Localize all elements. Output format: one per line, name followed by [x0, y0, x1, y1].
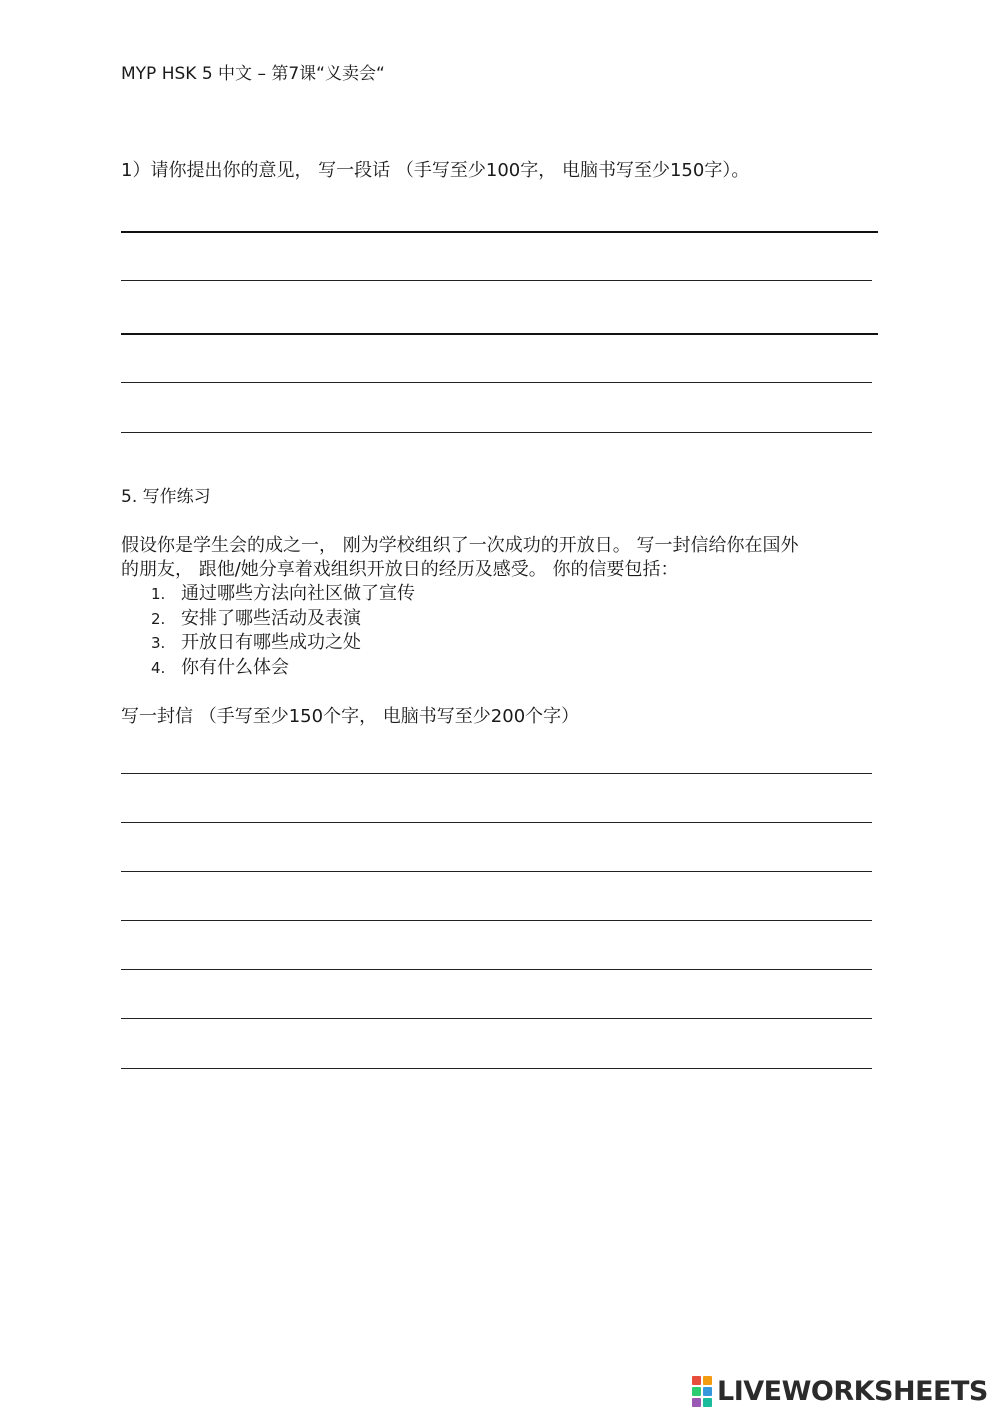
logo-text: LIVEWORKSHEETS: [717, 1375, 988, 1407]
letter-line-4[interactable]: [121, 920, 872, 921]
list-item-text: 安排了哪些活动及表演: [181, 608, 361, 629]
list-item-text: 通过哪些方法向社区做了宣传: [181, 583, 415, 604]
question-1-prompt: 1）请你提出你的意见， 写一段话 （手写至少100字， 电脑书写至少150字）。: [121, 160, 750, 181]
list-item: [151, 582, 415, 606]
section-5-paragraph-line-2: 的朋友， 跟他/她分享着戏组织开放日的经历及感受。 你的信要包括：: [121, 559, 679, 580]
list-item-number: 4.: [151, 659, 166, 677]
letter-line-2[interactable]: [121, 822, 872, 823]
liveworksheets-logo: [692, 1373, 988, 1409]
letter-line-3[interactable]: [121, 871, 872, 872]
list-item-number: 1.: [151, 585, 166, 603]
logo-block: [692, 1398, 701, 1407]
section-5-paragraph-line-1: 假设你是学生会的成之一， 刚为学校组织了一次成功的开放日。 写一封信给你在国外: [121, 535, 799, 556]
answer-line-3[interactable]: [121, 333, 878, 335]
list-item-text: 开放日有哪些成功之处: [181, 632, 361, 653]
section-5-heading: 5. 写作练习: [121, 487, 211, 507]
list-item-number: 3.: [151, 634, 166, 652]
list-item: [151, 607, 361, 631]
list-item-text: 你有什么体会: [181, 657, 289, 678]
letter-line-7[interactable]: [121, 1068, 872, 1069]
answer-line-1[interactable]: [121, 231, 878, 233]
list-item-number: 2.: [151, 610, 166, 628]
logo-icon: [692, 1376, 712, 1407]
logo-block: [692, 1376, 701, 1385]
logo-block: [703, 1398, 712, 1407]
answer-line-4[interactable]: [121, 382, 872, 383]
list-item: [151, 656, 289, 680]
answer-line-5[interactable]: [121, 432, 872, 433]
logo-block: [703, 1376, 712, 1385]
page-header-title: MYP HSK 5 中文 – 第7课“义卖会“: [121, 64, 385, 84]
letter-prompt: 写一封信 （手写至少150个字， 电脑书写至少200个字）: [121, 706, 580, 727]
logo-block: [692, 1387, 701, 1396]
letter-line-5[interactable]: [121, 969, 872, 970]
letter-line-6[interactable]: [121, 1018, 872, 1019]
logo-block: [703, 1387, 712, 1396]
list-item: [151, 631, 361, 655]
answer-line-2[interactable]: [121, 280, 872, 281]
letter-line-1[interactable]: [121, 773, 872, 774]
